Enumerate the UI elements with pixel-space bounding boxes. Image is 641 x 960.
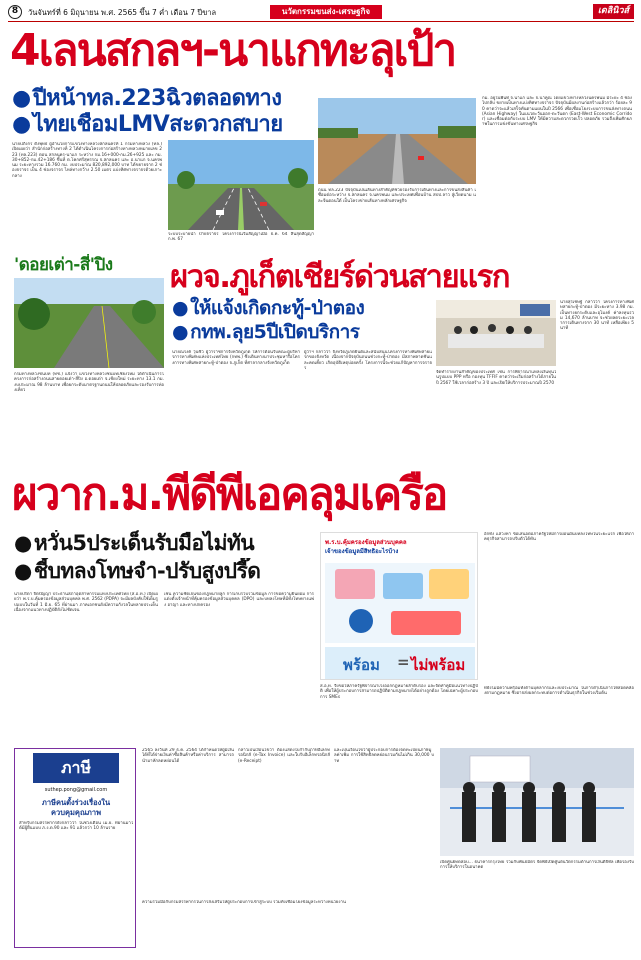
story1-col2-text: ระบบระบายน้ำ ป้ายจราจร โครงการนี้เริ่มสัญญาเมื่อ ธ.ค. 64 สิ้นสุดสัญญา ก.พ. 67 bbox=[168, 232, 314, 243]
tax-logo: ภาษี bbox=[33, 753, 119, 783]
story1-col3: ถนน ทล.223 ปัจจุบันเป็นเส้นทางสำคัญที่ช่วยรองรับการเดินทางและการขนส่งสินค้า เชื่อมต่อระหว่าง จ.สกลนคร จ.นครพนม และประเทศเพื่อนบ้าน สปป.ลาว สู่เวียดนาม และจีนตอนใต้ เป็นโครงข่ายเส้นทางหลักเศรษฐกิจ bbox=[318, 188, 476, 204]
brand-logo: เดลินิวส์ bbox=[593, 4, 634, 19]
story2-sub2: ● กทพ.ลุย5ปีเปิดบริการ bbox=[172, 320, 432, 344]
section-label: นวัตกรรมขนส่ง-เศรษฐกิจ bbox=[270, 5, 382, 19]
story3-col5: อีกทั้ง แสวงหา ข้อเสนอต่อภาครัฐให้มีการผ่อนผันบทลงโทษในระยะแรก เพื่อให้ภาคธุรกิจสามารถปรับตัวได้ทัน bbox=[484, 532, 634, 543]
tax-text: สำหรับกรมสรรพากรยังกล่าวว่า ในช่วงเดือน เม.ย. ที่ผ่านมาได้มีผู้ยื่นแบบ ภ.ง.ด.90 และ 91 แล้วกว่า 10 ล้านราย bbox=[19, 821, 133, 832]
story3-col2: เช่น ความชัดเจนของกฎหมายลูก การเก็บรวบรวมข้อมูล การขอความยินยอม การแต่งตั้งเจ้าหน้าที่คุ้มครองข้อมูลส่วนบุคคล (DPO) และบทลงโทษที่มีทั้งโทษทางแพ่ง อาญา และทางปกครอง bbox=[164, 592, 314, 608]
not-ready-label: ไม่พร้อม bbox=[411, 656, 466, 674]
story2-col3: จัดทำรายงานสำคัญของประเทศ เช่น การพิจารณาแหล่งเงินทุนในรูปแบบ PPP หรือ กองทุน TFFIF คาดว่าจะเริ่มก่อสร้างได้ภายในปี 2567 ใช้เวลาก่อสร้าง 3 ปี และเปิดให้บริการประมาณปี 2570 bbox=[436, 370, 556, 386]
story2-kicker-text: กรมทางหลวงชนบท (ทช.) แจ้งว่า แขวงทางหลวงชนบทเชียงใหม่ ได้ดำเนินการโครงการก่อสร้างถนนสายดอยเต่า-สี่ปิง อ.ดอยเต่า จ.เชียงใหม่ ระยะทาง 13.1 กม. งบประมาณ 98 ล้านบาท เพื่อยกระดับมาตรฐานถนนให้ปลอดภัยและรองรับการท่องเที่ยว bbox=[14, 372, 164, 393]
ready-label: พร้อม bbox=[343, 656, 380, 674]
meeting-photo bbox=[436, 300, 556, 366]
story3-headline: ผวาก.ม.พีดีพีเอคลุมเครือ bbox=[12, 469, 447, 520]
bottom-col4-text: ความร่วมมือกับกรมสรรพากรในการส่งเสริมให้ผู้ประกอบการเข้าสู่ระบบ รวมทั้งเชื่อมโยงข้อมูลระหว่างหน่วยงาน bbox=[142, 900, 346, 905]
road-construction-photo bbox=[318, 98, 476, 184]
story3-sub2: ● ชี้บทลงโทษจำ-ปรับสูงปรี๊ด bbox=[14, 558, 314, 584]
bottom-col1: 2565 ลงวันที่ 29 ธ.ค. 2564 ได้กำหนดให้ผู้มีเงินได้ที่ได้จ่ายเงินค่าซื้อสินค้าหรือค่าบริการ สามารถนำมาหักลดหย่อนได้ bbox=[142, 748, 234, 764]
story1-headline: 4เลนสกลฯ-นาแกทะลุเป้า bbox=[10, 25, 456, 76]
page-header bbox=[8, 4, 634, 22]
tax-subtitle: ควบคุมคุณภาพ bbox=[50, 808, 102, 817]
road-rendering-photo bbox=[168, 140, 314, 230]
story2-col1: นายณรงค์ วุ่นซิ้ว ผู้ว่าราชการจังหวัดภูเก็ต ให้การต้อนรับคณะผู้บริหารการทางพิเศษแห่งประเทศไทย (กทพ.) ซึ่งเดินทางมาประชุมหารือโครงการทางพิเศษสายกะทู้-ป่าตอง จ.ภูเก็ต ที่ศาลากลางจังหวัดภูเก็ต bbox=[172, 350, 300, 366]
story3-col3: ส.อ.ท. จึงขอให้ภาครัฐพิจารณาเร่งออกกฎหมายลำดับรอง และจัดทำคู่มือแนวทางปฏิบัติ เพื่อให้ผู้ประกอบการสามารถปฏิบัติตามกฎหมายได้อย่างถูกต้อง โดยเฉพาะผู้ประกอบการ SMEs bbox=[320, 684, 478, 700]
story2-headline: ผวจ.ภูเก็ตเชียร์ด่วนสายแรก bbox=[170, 259, 510, 295]
story1-col5: กม. อยู่ในพื้นที่ จ.นาแก และ จ.นาคูณ โดยแขวงทางหลวงนครพนม มีระยะ 4 ช่องไปกลับ ขยายเป็นทางแบ่งทิศทางจราจร ปัจจุบันมีผลงานก่อสร้างแล้วกว่า ร้อยละ 90 คาดว่าจะแล้วเสร็จทันตามแผนในปี 2566 เพื่อเชื่อมโยงระบบการขนส่งทางถนน (Asian Highway) ในแนวตะวันออก-ตะวันตก (East-West Economic Corridor) และเชื่อมต่อกับระบบ LMV ให้มีความสะดวกรวดเร็ว ปลอดภัย รวมถึงเพิ่มศักยภาพในการแข่งขันทางเศรษฐกิจ bbox=[482, 96, 632, 128]
pdpa-infographic bbox=[320, 532, 478, 680]
story2-col2: ผู้ว่าฯ กล่าวว่า จังหวัดภูเก็ตยินดีและสนับสนุนโครงการทางพิเศษสายแรกของจังหวัด เนื่องจากปัจจุบันถนนช่วงกะทู้-ป่าตอง มีสภาพลาดชันและคดเคี้ยว เกิดอุบัติเหตุบ่อยครั้ง โครงการนี้จะช่วยแก้ปัญหาการจราจร bbox=[304, 350, 432, 371]
bottom-photo-caption: เปิดศูนย์ทดสอบ... ธนาคารกรุงไทย ร่วมกับพันธมิตร จัดพิธีเปิดศูนย์นวัตกรรมด้านการเงินดิจิทัล เพื่อรองรับการให้บริการในอนาคต bbox=[440, 860, 634, 871]
story2-col4: นายสุรเชษฐ์ กล่าวว่า โครงการทางพิเศษสายกะทู้-ป่าตอง มีระยะทาง 3.98 กม. เป็นทางยกระดับและอุโมงค์ ค่าลงทุนรวม 14,670 ล้านบาท จะช่วยลดระยะเวลาการเดินทางจาก 30 นาที เหลือเพียง 5 นาที bbox=[560, 300, 634, 332]
page-number: 8 bbox=[8, 5, 22, 19]
ready-separator: = bbox=[397, 653, 410, 671]
tax-title: ภาษีคนตั้งร่วงเรื่องใน bbox=[41, 798, 111, 807]
story1-sub2: ● ไทยเชื่อมLMVสะดวกสบาย bbox=[12, 112, 312, 138]
date-line: วันจันทร์ที่ 6 มิถุนายน พ.ศ. 2565 ขึ้น 7 ค่ำ เดือน 7 ปีขาล bbox=[28, 8, 217, 17]
infographic-subtitle: เจ้าของข้อมูลมีสิทธิอะไรบ้าง bbox=[325, 548, 399, 555]
story3-sub1: ● หวั่น5ประเด็นรับมือไม่ทัน bbox=[14, 530, 314, 556]
tax-column-box bbox=[14, 748, 136, 948]
story1-sub1: ● ปีหน้าทล.223ฉิวตลอดทาง bbox=[12, 86, 312, 112]
tax-email: suthep.pong@gmail.com bbox=[44, 787, 108, 793]
bottom-col2: กล่าวเป็นเงื่อนไขว่า ต้องแสดงใบกำกับภาษีอิเล็กทรอนิกส์ (e-Tax Invoice) และใบรับอิเล็กทรอนิกส์ (e-Receipt) bbox=[238, 748, 330, 764]
story3-col4: ที่ยังไม่มีความพร้อมทั้งด้านบุคลากรและงบประมาณ ในการดำเนินการให้สอดคล้องตามกฎหมาย ซึ่งอาจส่งผลกระทบต่อการดำเนินธุรกิจในช่วงเริ่มต้น bbox=[484, 686, 634, 697]
doitao-road-photo bbox=[14, 278, 164, 368]
story2-kicker: 'ดอยเต่า-สี่'ปิง bbox=[14, 255, 113, 275]
story2-sub1: ● ให้แจ้งเกิดกะทู้-ป่าตอง bbox=[172, 296, 432, 320]
infographic-title: พ.ร.บ.คุ้มครองข้อมูลส่วนบุคคล bbox=[325, 539, 407, 546]
ceremony-photo bbox=[440, 748, 634, 856]
story1-col1: นายปภังกร ตั้งพุทธ ผู้อำนวยการแขวงทางหลวงสกลนครที่ 1 กรมทางหลวง (ทล.) เปิดเผยว่า สำนักก่อสร้างทางที่ 2 ได้ดำเนินโครงการก่อสร้างทางหลวงหมายเลข 223 (ทล.223) ตอน สกลนคร-นาแก ระหว่าง กม.16+000-กม.26+925 และ กม.30+852-กม.42+186 ขึ้นที่ ต.โคกศรีสุพรรณ จ.สกลนคร และ อ.นาแก จ.นครพนม ระยะทางรวม 16.760 กม. งบประมาณ 820,892,000 บาท ได้ขยายจาก 2 ช่องจราจร เป็น 4 ช่องจราจร ไหล่ทางกว้าง 2.50 เมตร แบ่งทิศทางจราจรด้วยเกาะกลาง bbox=[12, 142, 162, 179]
bottom-col3: และเป็นเงื่อนไขว่าผู้ประกอบการต้องจดทะเบียนภาษีมูลค่าเพิ่ม การใช้สิทธิลดหย่อนรวมกันไม่เกิน 30,000 บาท bbox=[334, 748, 434, 764]
story3-col1: นายปรีดา จิตปัญญา ประธานสภาอุตสาหกรรมแห่งประเทศไทย (ส.อ.ท.) เปิดเผยว่า พ.ร.บ.คุ้มครองข้อมูลส่วนบุคคล พ.ศ. 2562 (PDPA) จะมีผลบังคับใช้เต็มรูปแบบในวันที่ 1 มิ.ย. 65 ที่ผ่านมา ภาคเอกชนยังมีความกังวลในหลายประเด็น เนื่องจากแนวทางปฏิบัติยังไม่ชัดเจน bbox=[14, 592, 158, 613]
